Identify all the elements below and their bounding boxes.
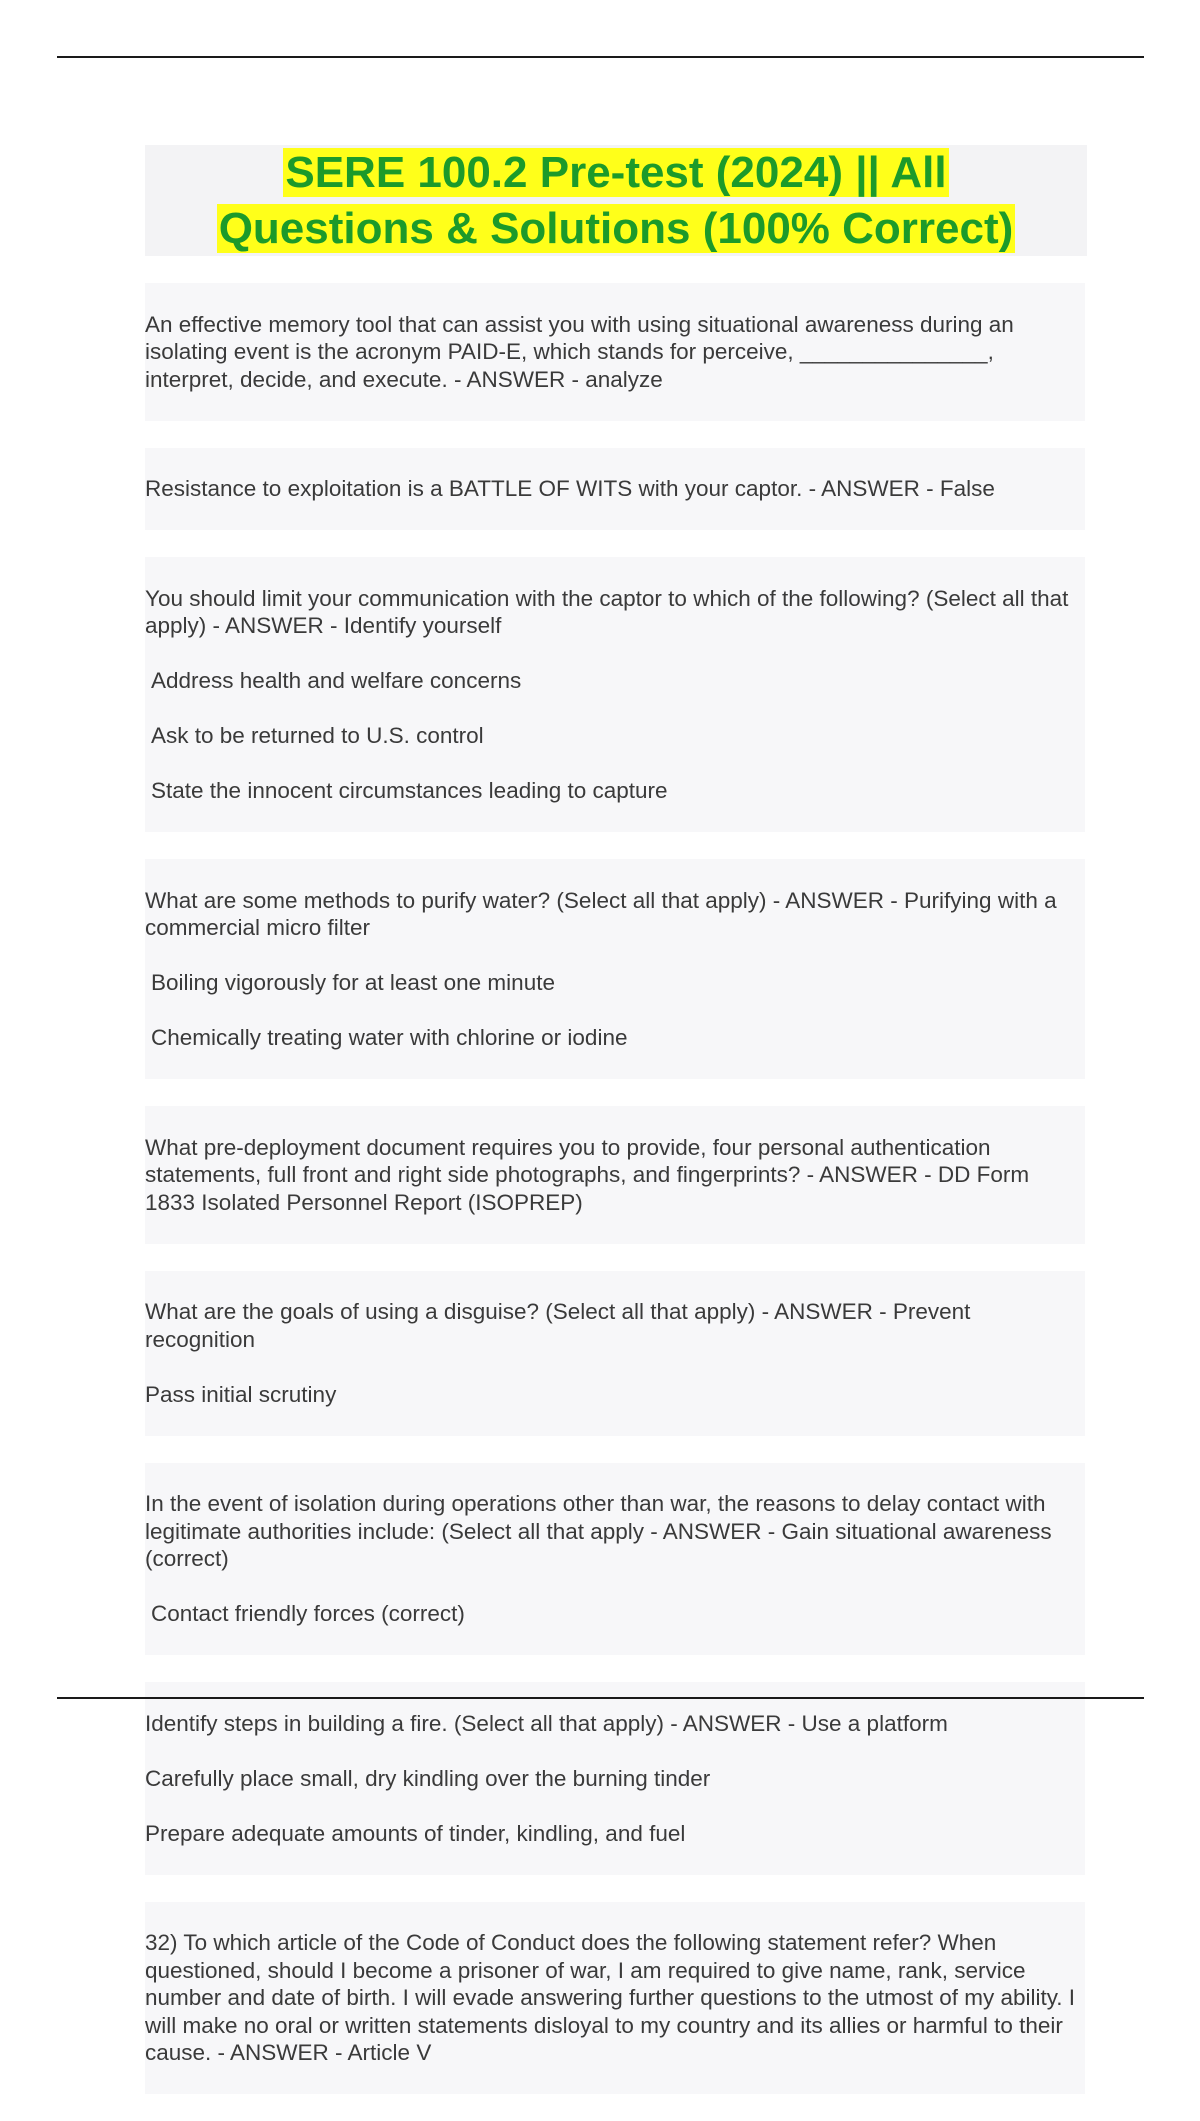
answer-option: Address health and welfare concerns [151,668,522,693]
answer-option: State the innocent circumstances leading to capture [151,778,668,803]
answer-option: Boiling vigorously for at least one minute [151,970,555,995]
header-rule [57,56,1144,58]
title-line-1: SERE 100.2 Pre-test (2024) || All [285,148,947,197]
question-text: In the event of isolation during operations other than war, the reasons to delay contact with legitimate authorities include: (Select all that apply - ANSWER - Gain situational awareness (correct) [145,1491,1052,1571]
title-line-2: Questions & Solutions (100% Correct) [218,204,1014,253]
qa-item-8 [145,1682,1085,1875]
question-text: Identify steps in building a fire. (Select all that apply) - ANSWER - Use a platform [145,1710,948,1736]
question-text: What are the goals of using a disguise? (Select all that apply) - ANSWER - Prevent recognition [145,1299,971,1352]
document-title [145,145,1087,256]
question-text: What are some methods to purify water? (Select all that apply) - ANSWER - Purifying with a commercial micro filter [145,887,1057,940]
qa-item-7 [145,1463,1085,1656]
question-text: What pre-deployment document requires you to provide, four personal authentication statements, full front and right side photographs, and fingerprints? - ANSWER - DD Form 1833 Isolated Personnel Report (ISOPREP) [145,1134,1030,1215]
question-text: You should limit your communication with the captor to which of the following? (Select all that apply) - ANSWER - Identify yourself [145,585,1069,638]
question-text: An effective memory tool that can assist you with using situational awareness during an isolating event is the acronym PAID-E, which stands for perceive, _______________, interpret, decide, and execute. - ANSWER - analyze [145,311,1014,392]
qa-item-5 [145,1106,1085,1244]
qa-item-3 [145,557,1085,832]
question-text: Resistance to exploitation is a BATTLE OF WITS with your captor. - ANSWER - False [145,476,995,501]
footer-rule [57,1697,1144,1699]
qa-item-2 [145,448,1085,531]
qa-item-1 [145,283,1085,421]
answer-option: Pass initial scrutiny [145,1381,337,1407]
qa-list [145,283,1085,2121]
question-text: 32) To which article of the Code of Conduct does the following statement refer? When questioned, should I become a prisoner of war, I am required to give name, rank, service number and date of birth. I will evade answering further questions to the utmost of my ability. I will make no oral or written statements disloyal to my country and its allies or harmful to their cause. - ANSWER - Article V [145,1930,1076,2065]
answer-option: Ask to be returned to U.S. control [151,723,484,748]
qa-item-4 [145,859,1085,1079]
answer-option: Prepare adequate amounts of tinder, kindling, and fuel [145,1820,686,1846]
answer-option: Contact friendly forces (correct) [151,1601,465,1626]
qa-item-9 [145,1902,1085,2095]
answer-option: Chemically treating water with chlorine or iodine [151,1025,628,1050]
answer-option: Carefully place small, dry kindling over the burning tinder [145,1765,711,1791]
qa-item-6 [145,1271,1085,1436]
